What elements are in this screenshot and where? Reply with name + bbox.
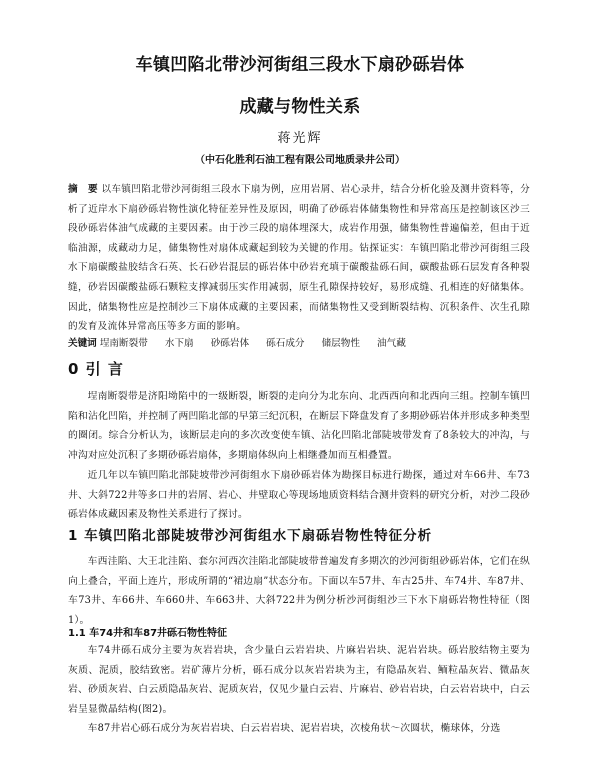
- section-1-paragraph: 车西洼陷、大王北洼陷、套尔河西次洼陷北部陡坡带普遍发育多期次的沙河街组砂砾岩体，它们在纵向上叠合，平面上连片，形成所谓的“裙边扇”状态分布。下面以车57井、车古25井、车74井、车87井、车73井、车66井、车660井、车663井、大斜722井为例分析沙河街组沙三下水下扇砾岩物性特征（图1）。: [68, 556, 530, 626]
- abstract-label: 摘 要: [68, 184, 98, 195]
- subsection-paragraph-2: 车87井岩心砾石成分为灰岩岩块、白云岩岩块、泥岩岩块，次棱角状～次圆状，椭球体，分选: [87, 723, 501, 734]
- subsection-paragraph-1: 车74井砾石成分主要为灰岩岩块，含少量白云岩岩块、片麻岩岩块、泥岩岩块。砾岩胶结物主要为灰质、泥质，胶结致密。岩矿薄片分析，砾石成分以灰岩岩块为主，有隐晶灰岩、鲕粒晶灰岩、微晶灰岩、砂质灰岩、白云质隐晶灰岩、泥质灰岩，仅见少量白云岩、片麻岩、砂岩岩块，白云岩岩块中，白云岩呈显微晶结构(图2)。: [68, 645, 530, 715]
- keyword: 埕南断裂带: [99, 338, 148, 349]
- keyword: 砂砾岩体: [210, 338, 250, 349]
- keyword: 油气藏: [377, 338, 406, 349]
- intro-paragraph-2: 近几年以车镇凹陷北部陡坡带沙河街组水下扇砂砾岩体为勘探目标进行勘探，通过对车66井、车73井、大斜722井等多口井的岩屑、岩心、井壁取心等现场地质资料结合测井资料的研究分析，对沙二段砂砾岩体成藏因素及物性关系进行了探讨。: [68, 470, 530, 520]
- keyword: 砾石成分: [266, 338, 305, 349]
- section-0-heading: 0 引 言: [68, 360, 124, 378]
- title-line-2: 成藏与物性关系: [239, 97, 361, 117]
- abstract-block: [68, 180, 530, 337]
- keywords-line: [68, 336, 530, 352]
- intro-paragraph-1: 埕南断裂带是济阳坳陷中的一级断裂，断裂的走向分为北东向、北西西向和北西向三组。控制车镇凹陷和沾化凹陷，并控制了两凹陷北部的早第三纪沉积，在断层下降盘发育了多期砂砾岩体并形成多种类型的圈闭。综合分析认为，该断层走向的多次改变使车镇、沾化凹陷北部陡坡带发育了8条较大的冲沟，与冲沟对应处沉积了多期砂砾岩扇体，多期扇体纵向上相继叠加而互相叠置。: [68, 391, 530, 461]
- author-name: 蒋光辉: [277, 131, 323, 146]
- keywords-label: 关键词: [68, 338, 97, 349]
- abstract-text: 以车镇凹陷北带沙河街组三段水下扇为例，应用岩屑、岩心录井，结合分析化验及测井资料等，分析了近岸水下扇砂砾岩物性演化特征差异性及原因，明确了砂砾岩体储集物性和异常高压是控制该区沙三段砂砾岩体油气成藏的主要因素。由于沙三段的扇体埋深大，成岩作用强，储集物性普遍偏差，但由于近临油源，成藏动力足，储集物性对扇体成藏起到较为关键的作用。钻探证实：车镇凹陷北带沙河街组三段水下扇碳酸盐胶结含石英、长石砂岩混层的砾岩体中砂岩充填于碳酸盐砾石间，碳酸盐砾石层发育各种裂缝，砂岩因碳酸盐砾石颗粒支撑减弱压实作用减弱，原生孔隙保持较好，易形成缝、孔相连的好储集体。因此，储集物性应是控制沙三下扇体成藏的主要因素，而储集物性又受到断裂结构、沉积条件、次生孔隙的发育及流体异常高压等多方面的影响。: [68, 184, 530, 333]
- keyword: 水下扇: [164, 338, 194, 349]
- subsection-1-1-heading: 1.1 车74井和车87井砾石物性特征: [68, 628, 228, 639]
- title-line-1: 车镇凹陷北带沙河街组三段水下扇砂砾岩体: [135, 55, 465, 75]
- section-1-heading: 1 车镇凹陷北部陡坡带沙河街组水下扇砾岩物性特征分析: [68, 528, 433, 544]
- keyword: 储层物性: [321, 338, 360, 349]
- author-affiliation: （中石化胜利石油工程有限公司地质录井公司）: [195, 155, 405, 166]
